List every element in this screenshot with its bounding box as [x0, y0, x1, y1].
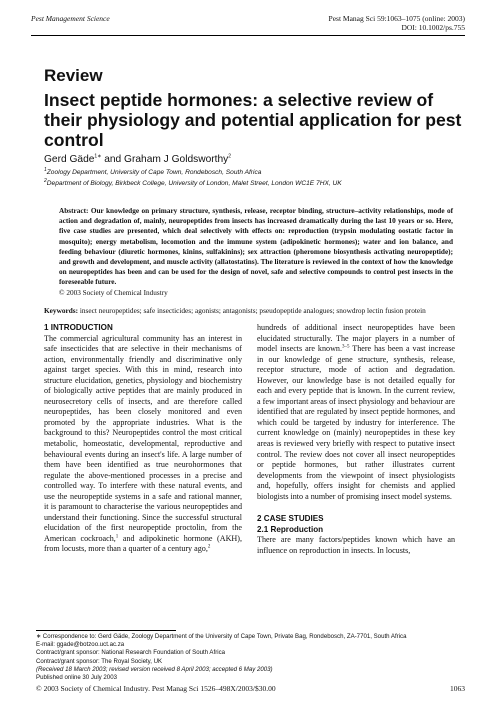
email: E-mail: ggade@botzoo.uct.ac.za — [36, 641, 125, 649]
intro-heading: 1 INTRODUCTION — [44, 323, 113, 332]
intro-paragraph-left — [44, 334, 242, 555]
author-2-marker: 2 — [228, 153, 232, 160]
reproduction-subheading: 2.1 Reproduction — [257, 524, 324, 534]
affiliation-2 — [44, 177, 342, 187]
sponsor-1: Contract/grant sponsor: National Research Foundation of South Africa — [36, 649, 226, 657]
journal-name: Pest Management Science — [31, 14, 110, 23]
correspondence: ∗ Correspondence to: Gerd Gäde, Zoology Department of the University of Cape Town, Private Bag, Rondebosch, ZA-7701, South Africa — [36, 633, 407, 640]
affiliation-2-text: Department of Biology, Birkbeck College, University of London, Malet Street, London WC1E 7HX, UK — [46, 180, 342, 187]
published-date: Published online 30 July 2003 — [36, 674, 117, 682]
case-studies-heading: 2 CASE STUDIES — [257, 514, 324, 524]
affiliation-1-text: Zoology Department, University of Cape Town, Rondebosch, South Africa — [46, 169, 262, 176]
abstract-lead: Abstract: — [59, 207, 89, 215]
author-list — [44, 154, 231, 165]
column-left — [44, 323, 242, 555]
intro-text-b: and adipokinetic hormone (AKH), from locusts, more than a quarter of a century ago, — [44, 533, 242, 554]
doi: DOI: 10.1002/ps.755 — [401, 23, 465, 32]
abstract-copyright: © 2003 Society of Chemical Industry — [59, 288, 168, 297]
keywords-label: Keywords: — [44, 306, 79, 315]
keywords-text: insect neuropeptides; safe insecticides; agonists; antagonists; pseudopeptide analogues; snowdrop lectin fusion protein — [78, 306, 426, 315]
received-dates: (Received 18 March 2003; revised version received 8 April 2003; accepted 6 May 2003) — [36, 665, 273, 673]
intro-text-a: The commercial agricultural community has an interest in safe insecticides that are selective in their mechanisms of action, environmentally friendly and discriminative only against target species. With this in mind, research into structure elucidation, genetics, physiology and biochemistry of biologically active peptides that are mainly produced in neurosecretory cells of insects, and are therefore called neuropeptides, has been closely monitored and even promoted by the appropriate industries. What is the background to this? Neuropeptides control the most critical metabolic, homeostatic, developmental, reproductive and behavioural events during an insect's life. A large number of them have been identified as true neurohormones that regulate the above-mentioned processes in a precise and controlled way. To interfere with these natural events, and use the neuropeptide systems in a safe and rational manner, it is paramount to characterise the various neuropeptides and understand their functioning. Since the successful structural elucidation of the first neuropeptide proctolin, from the American cockroach, — [44, 333, 242, 543]
abstract-text: Our knowledge on primary structure, synthesis, release, receptor binding, structure–activity relationships, mode of action and degradation of, mainly, neuropeptides from insects has increased dramatically during the last 10 years or so. Here, five case studies are presented, which deal selectively with effects on: reproduction (trypsin modulating oostatic factor in mosquito); energy metabolism, locomotion and the immune system (adipokinetic hormones); water and ion balance, and feeding behaviour (diuretic hormones, kinins, sulfakinins); sex attraction (pheromone biosynthesis activating neuropeptide); and growth and development, and muscle activity (allatostatins). The literature is reviewed in the context of how the knowledge on neuropeptides has been and can be used for the design of novel, safe and selective compounds to control pest insects in the foreseeable future. — [59, 207, 453, 287]
citation-marker-1: 1 — [115, 534, 119, 540]
intro-paragraph-right — [257, 323, 455, 502]
footer-copyright: © 2003 Society of Chemical Industry. Pest Manag Sci 1526–498X/2003/$30.00 — [36, 684, 276, 693]
footnote-rule — [36, 630, 176, 631]
footnotes — [36, 633, 466, 682]
author-1: Gerd Gäde — [44, 154, 95, 165]
intro-text-d: There has been a vast increase in our knowledge of gene structure, synthesis, release, receptor structure, mode of action and degradation. However, our knowledge base is not detailed equally for each and every peptide that is known. In the current review, a few important areas of insect physiology and behaviour are identified that are regulated by insect peptide hormones, and which could be targeted by industry for interference. The current knowledge on (mainly) neuropeptides in these key areas is reviewed very briefly with respect to putative insect control. The review does not cover all insect neuropeptides or peptide hormones, but rather illustrates current developments from the viewpoint of insect physiologists and, hopefully, offers insight for chemists and applied biologists into a number of promising insect model systems. — [257, 344, 455, 501]
header-rule — [31, 35, 465, 36]
reproduction-paragraph: There are many factors/peptides known which have an influence on reproduction in insects. In locusts, — [257, 535, 455, 555]
citation-marker-3: 3–5 — [341, 344, 350, 350]
citation-block — [329, 14, 465, 32]
abstract — [59, 206, 453, 298]
page-number: 1063 — [450, 684, 465, 693]
column-right — [257, 323, 455, 556]
affiliation-1 — [44, 166, 262, 176]
affiliation-1-marker: 1 — [44, 166, 47, 173]
citation: Pest Manag Sci 59:1063–1075 (online: 2003) — [328, 14, 465, 23]
keywords — [44, 306, 454, 316]
sponsor-2: Contract/grant sponsor: The Royal Society, UK — [36, 657, 163, 665]
affiliation-2-marker: 2 — [44, 177, 47, 184]
citation-marker-2: 2 — [207, 544, 211, 550]
intro-text-c: hundreds of additional insect neuropeptides have been elucidated structurally. The major players in a number of model insects are known. — [257, 323, 455, 354]
article-type: Review — [44, 66, 103, 85]
article-title: Insect peptide hormones: a selective review of their physiology and potential application for pest control — [44, 90, 462, 150]
author-2: and Graham J Goldsworthy — [101, 154, 229, 165]
author-1-marker: 1∗ — [94, 153, 102, 160]
